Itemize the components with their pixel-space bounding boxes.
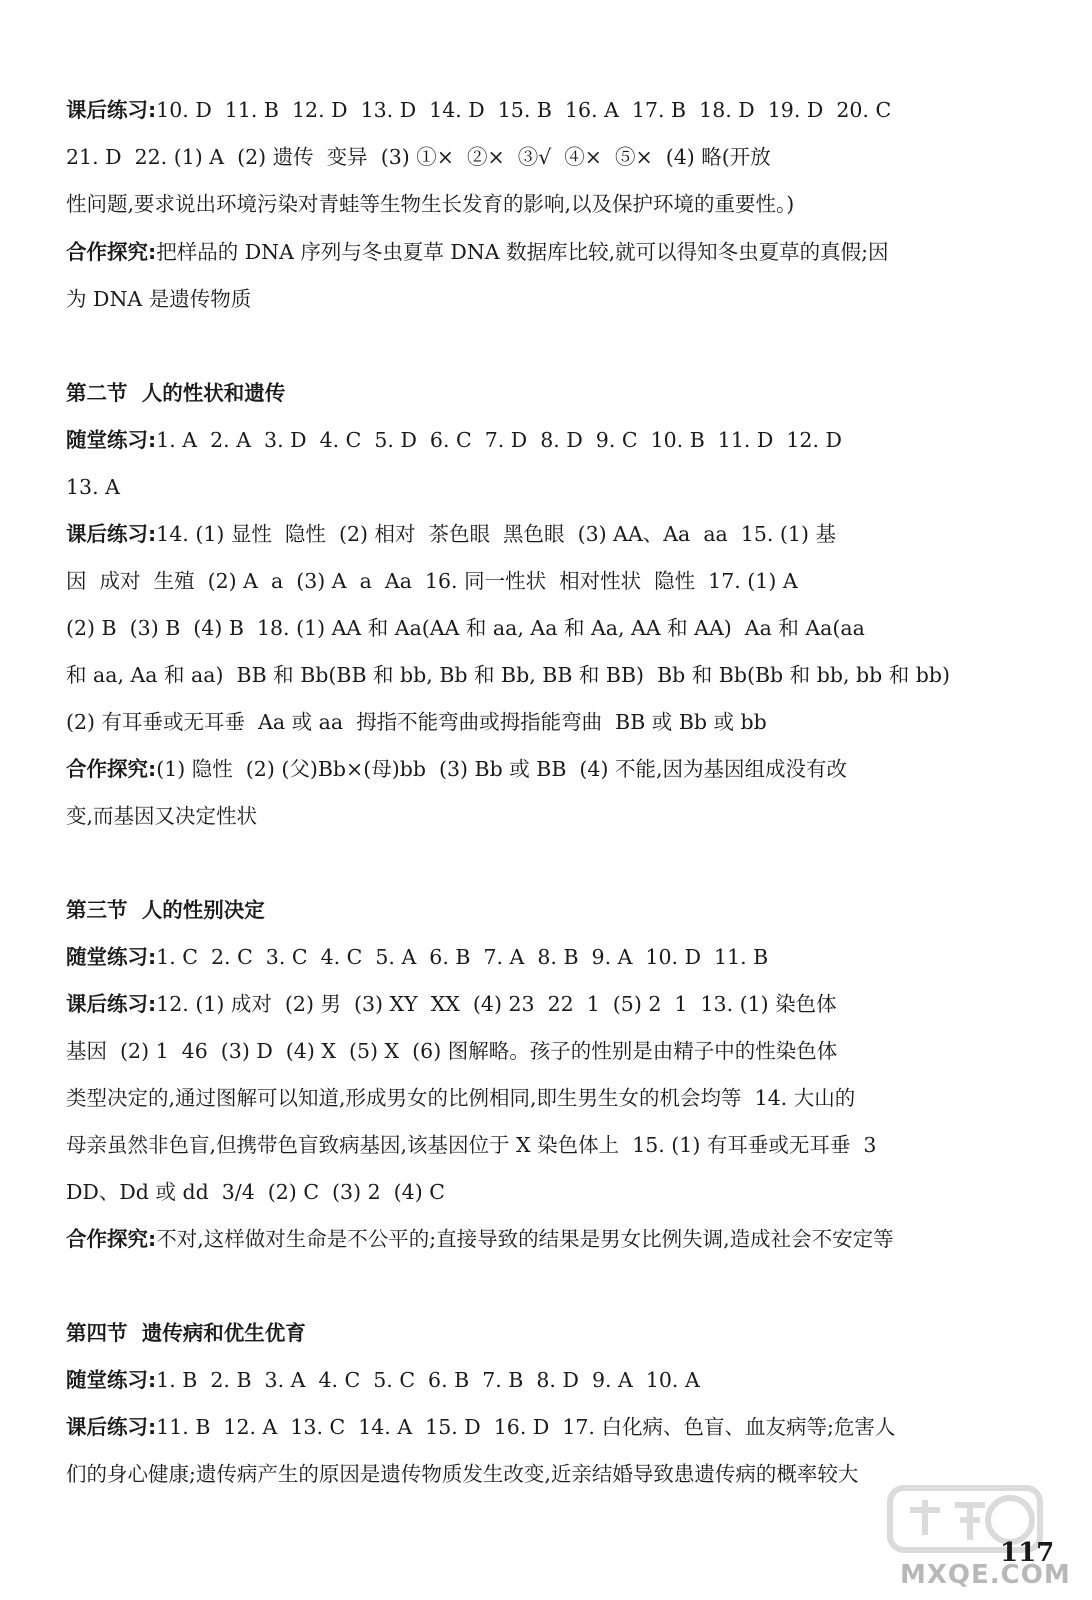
section-heading: 第三节 人的性别决定: [66, 898, 265, 922]
exercise-label: 随堂练习:: [66, 428, 157, 452]
text-line: [66, 95, 1026, 125]
exercise-label: 合作探究:: [66, 757, 157, 781]
answer-text: 不对,这样做对生命是不公平的;直接导致的结果是男女比例失调,造成社会不安定等: [156, 1227, 894, 1251]
page-number: 117: [1000, 1538, 1055, 1568]
section-heading: 第二节 人的性状和遗传: [66, 381, 286, 405]
text-line: [66, 237, 1026, 267]
text-line: [66, 1365, 1026, 1395]
text-line: (2) 有耳垂或无耳垂 Aa 或 aa 拇指不能弯曲或拇指能弯曲 BB 或 Bb 或 bb: [66, 710, 767, 734]
text-line: [66, 1412, 1026, 1442]
text-line: 和 aa, Aa 和 aa) BB 和 Bb(BB 和 bb, Bb 和 Bb, BB 和 BB) Bb 和 Bb(Bb 和 bb, bb 和 bb): [66, 663, 951, 687]
answer-text: 把样品的 DNA 序列与冬虫夏草 DNA 数据库比较,就可以得知冬虫夏草的真假;因: [156, 240, 889, 264]
answer-text: 1. B 2. B 3. A 4. C 5. C 6. B 7. B 8. D 9. A 10. A: [156, 1368, 700, 1392]
watermark-text: MXQE.COM: [900, 1560, 1071, 1590]
text-line: 13. A: [66, 475, 120, 499]
exercise-label: 课后练习:: [66, 98, 157, 122]
exercise-label: 课后练习:: [66, 992, 157, 1016]
answer-text: (1) 隐性 (2) (父)Bb×(母)bb (3) Bb 或 BB (4) 不能,因为基因组成没有改: [156, 757, 847, 781]
text-line: [66, 989, 1026, 1019]
section-heading: 第四节 遗传病和优生优育: [66, 1321, 306, 1345]
answer-text: 14. (1) 显性 隐性 (2) 相对 茶色眼 黑色眼 (3) AA、Aa aa 15. (1) 基: [156, 522, 836, 546]
text-line: 为 DNA 是遗传物质: [66, 287, 252, 311]
text-line: 类型决定的,通过图解可以知道,形成男女的比例相同,即生男生女的机会均等 14. 大山的: [66, 1086, 856, 1110]
exercise-label: 课后练习:: [66, 1415, 157, 1439]
text-line: 们的身心健康;遗传病产生的原因是遗传物质发生改变,近亲结婚导致患遗传病的概率较大: [66, 1462, 859, 1486]
exercise-label: 随堂练习:: [66, 945, 157, 969]
text-line: [66, 942, 1026, 972]
answer-text: 12. (1) 成对 (2) 男 (3) XY XX (4) 23 22 1 (5) 2 1 13. (1) 染色体: [156, 992, 837, 1016]
text-line: [66, 519, 1026, 549]
text-line: 因 成对 生殖 (2) A a (3) A a Aa 16. 同一性状 相对性状 隐性 17. (1) A: [66, 569, 798, 593]
text-line: 性问题,要求说出环境污染对青蛙等生物生长发育的影响,以及保护环境的重要性。): [66, 192, 795, 216]
text-line: (2) B (3) B (4) B 18. (1) AA 和 Aa(AA 和 aa, Aa 和 Aa, AA 和 AA) Aa 和 Aa(aa: [66, 616, 865, 640]
answer-text: 10. D 11. B 12. D 13. D 14. D 15. B 16. A 17. B 18. D 19. D 20. C: [156, 98, 892, 122]
exercise-label: 课后练习:: [66, 522, 157, 546]
answer-text: 11. B 12. A 13. C 14. A 15. D 16. D 17. 白化病、色盲、血友病等;危害人: [156, 1415, 896, 1439]
text-line: [66, 1224, 1026, 1254]
exercise-label: 合作探究:: [66, 1227, 157, 1251]
text-line: DD、Dd 或 dd 3/4 (2) C (3) 2 (4) C: [66, 1180, 445, 1204]
text-line: 基因 (2) 1 46 (3) D (4) X (5) X (6) 图解略。孩子的性别是由精子中的性染色体: [66, 1039, 838, 1063]
text-line: 变,而基因又决定性状: [66, 804, 258, 828]
answer-text: 1. A 2. A 3. D 4. C 5. D 6. C 7. D 8. D 9. C 10. B 11. D 12. D: [156, 428, 842, 452]
answer-text: 1. C 2. C 3. C 4. C 5. A 6. B 7. A 8. B 9. A 10. D 11. B: [156, 945, 769, 969]
text-line: 21. D 22. (1) A (2) 遗传 变异 (3) ①× ②× ③√ ④× ⑤× (4) 略(开放: [66, 145, 771, 169]
text-line: 母亲虽然非色盲,但携带色盲致病基因,该基因位于 X 染色体上 15. (1) 有耳垂或无耳垂 3: [66, 1133, 877, 1157]
text-line: [66, 754, 1026, 784]
text-line: [66, 425, 1026, 455]
exercise-label: 随堂练习:: [66, 1368, 157, 1392]
exercise-label: 合作探究:: [66, 240, 157, 264]
